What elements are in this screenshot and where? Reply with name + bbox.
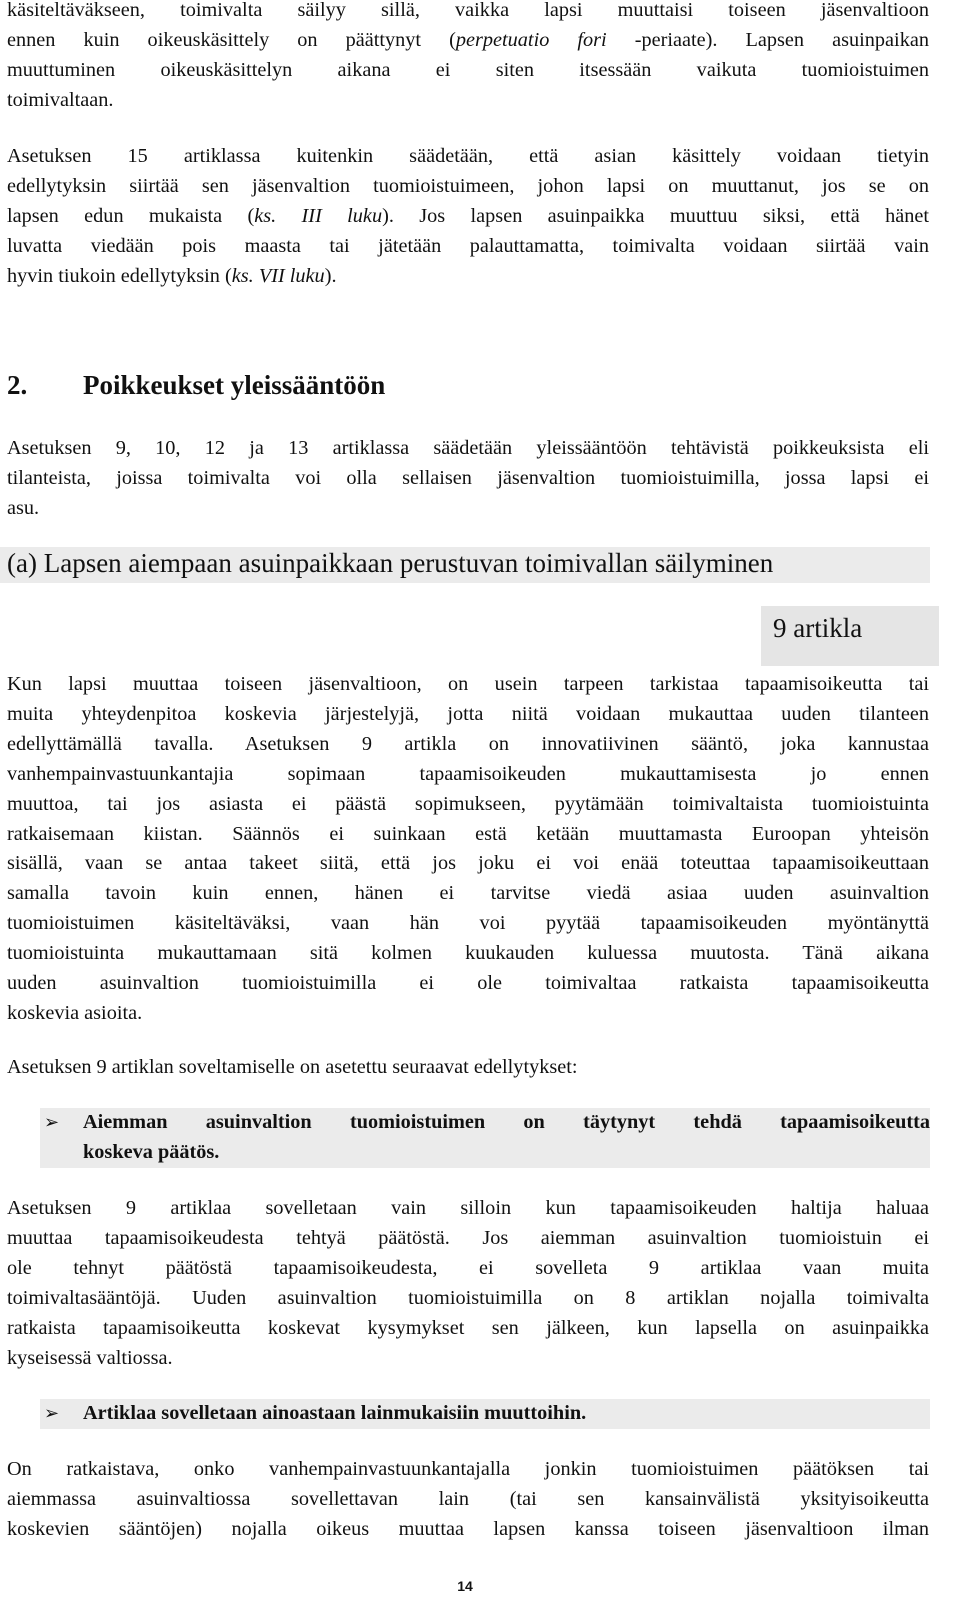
text-line: Aiemman asuinvaltion tuomioistuimen on täytynyt tehdä tapaamisoikeutta bbox=[83, 1111, 930, 1133]
article-label: 9 artikla bbox=[773, 613, 863, 643]
italic-text: ks. VII luku bbox=[231, 264, 325, 287]
text-line: tilanteista, joissa toimivalta voi olla sellaisen jäsenvaltion tuomioistuimilla, jossa lapsi ei bbox=[7, 466, 929, 489]
section-heading bbox=[7, 370, 385, 401]
text-line: hyvin tiukoin edellytyksin (ks. VII luku). bbox=[7, 264, 337, 287]
text-line: tuomioistuinta mukauttamaan sitä kolmen kuukauden kuluessa muutosta. Tänä aikana bbox=[7, 942, 929, 965]
bullet-text bbox=[83, 1108, 930, 1168]
text-line: edellytyksin siirtää sen jäsenvaltion tuomioistuimeen, johon lapsi on muuttanut, jos se on bbox=[7, 174, 929, 197]
text-line: vanhempainvastuunkantajia sopimaan tapaamisoikeuden mukauttamisesta jo ennen bbox=[7, 762, 929, 785]
text-line: tuomioistuimen käsiteltäväksi, vaan hän voi pyytää tapaamisoikeuden myöntänyttä bbox=[7, 912, 929, 935]
paragraph-article-9 bbox=[7, 670, 929, 1029]
text-line: muita yhteydenpitoa koskevia järjestelyjä, jotta niitä voidaan mukauttaa uuden tilanteen bbox=[7, 702, 929, 725]
text-line: muuttaa tapaamisoikeudesta tehtyä päätöstä. Jos aiemman asuinvaltion tuomioistuin ei bbox=[7, 1226, 929, 1249]
bullet-text bbox=[83, 1399, 930, 1429]
section-title: Poikkeukset yleissääntöön bbox=[83, 370, 386, 400]
arrow-bullet-icon: ➢ bbox=[44, 1403, 60, 1424]
paragraph-conditions-intro bbox=[7, 1053, 929, 1083]
text-line: ole tehnyt päätöstä tapaamisoikeudesta, ei sovelleta 9 artiklaa vaan muita bbox=[7, 1256, 929, 1279]
text-line: samalla tavoin kuin ennen, hänen ei tarvitse viedä asiaa uuden asuinvaltion bbox=[7, 882, 929, 905]
text-line: koskevien sääntöjen) nojalla oikeus muuttaa lapsen kanssa toiseen jäsenvaltioon ilman bbox=[7, 1517, 929, 1540]
italic-text: ks. III luku bbox=[254, 204, 383, 227]
text-line: Kun lapsi muuttaa toiseen jäsenvaltioon, on usein tarpeen tarkistaa tapaamisoikeutta tai bbox=[7, 673, 929, 695]
paragraph-article-15 bbox=[7, 142, 929, 292]
paragraph-article-9-scope bbox=[7, 1194, 929, 1373]
text-line: kyseisessä valtiossa. bbox=[7, 1346, 173, 1369]
page-number: 14 bbox=[457, 1578, 473, 1594]
text-line: ennen kuin oikeuskäsittely on päättynyt (perpetuatio fori -periaate). Lapsen asuinpaikan bbox=[7, 28, 929, 51]
subsection-title: (a) Lapsen aiempaan asuinpaikkaan perustuvan toimivallan säilyminen bbox=[7, 548, 774, 578]
italic-text: perpetuatio fori bbox=[455, 28, 607, 51]
text-line: muuttoa, tai jos asiasta ei päästä sopimukseen, pyytämään toimivaltaista tuomioistuinta bbox=[7, 792, 929, 815]
text-line: luvatta viedään pois maasta tai jätetään palauttamatta, toimivalta voidaan siirtää vain bbox=[7, 234, 929, 257]
text-line: ratkaista tapaamisoikeutta koskevat kysymykset sen jälkeen, kun lapsella on asuinpaikka bbox=[7, 1316, 929, 1339]
text-line: Asetuksen 9 artiklan soveltamiselle on asetettu seuraavat edellytykset: bbox=[7, 1056, 578, 1078]
text-line: Artiklaa sovelletaan ainoastaan lainmukaisiin muuttoihin. bbox=[83, 1402, 587, 1424]
arrow-bullet-icon: ➢ bbox=[44, 1112, 60, 1133]
text-line: On ratkaistava, onko vanhempainvastuunkantajalla jonkin tuomioistuimen päätöksen tai bbox=[7, 1458, 929, 1480]
text-line: toimivaltaan. bbox=[7, 88, 114, 111]
text-line: Asetuksen 9 artiklaa sovelletaan vain silloin kun tapaamisoikeuden haltija haluaa bbox=[7, 1197, 929, 1219]
text-line: asu. bbox=[7, 496, 40, 519]
text-line: ratkaisemaan kiistan. Säännös ei suinkaan estä ketään muuttamasta Euroopan yhteisön bbox=[7, 822, 929, 845]
text-line: uuden asuinvaltion tuomioistuimilla ei ole toimivaltaa ratkaista tapaamisoikeutta bbox=[7, 972, 929, 995]
text-line: koskevia asioita. bbox=[7, 1001, 143, 1024]
text-line: lapsen edun mukaista (ks. III luku). Jos lapsen asuinpaikka muuttuu siksi, että hänet bbox=[7, 204, 929, 227]
section-number: 2. bbox=[7, 370, 28, 400]
paragraph-perpetuatio-fori bbox=[7, 0, 929, 116]
text-line: käsiteltäväkseen, toimivalta säilyy sillä, vaikka lapsi muuttaisi toiseen jäsenvaltioon bbox=[7, 0, 929, 21]
text-line: Asetuksen 15 artiklassa kuitenkin säädetään, että asian käsittely voidaan tietyin bbox=[7, 145, 929, 167]
bullet-condition-1 bbox=[40, 1108, 930, 1168]
text-line: muuttuminen oikeuskäsittelyn aikana ei siten itsessään vaikuta tuomioistuimen bbox=[7, 58, 929, 81]
text-line: sisällä, vaan se antaa takeet siitä, että jos joku ei voi enää toteuttaa tapaamisoikeuttaan bbox=[7, 852, 929, 875]
text-line: edellyttämällä tavalla. Asetuksen 9 artikla on innovatiivinen sääntö, joka kannustaa bbox=[7, 732, 929, 755]
paragraph-exceptions-intro bbox=[7, 434, 929, 524]
article-label-box bbox=[761, 606, 939, 666]
subsection-heading bbox=[0, 547, 930, 583]
text-line: Asetuksen 9, 10, 12 ja 13 artiklassa säädetään yleissääntöön tehtävistä poikkeuksista eli bbox=[7, 437, 929, 459]
text-line: koskeva päätös. bbox=[83, 1140, 220, 1163]
text-line: aiemmassa asuinvaltiossa sovellettavan lain (tai sen kansainvälistä yksityisoikeutta bbox=[7, 1487, 929, 1510]
paragraph-lawful-move bbox=[7, 1455, 929, 1545]
bullet-condition-2 bbox=[40, 1399, 930, 1429]
text-line: toimivaltasääntöjä. Uuden asuinvaltion tuomioistuimilla on 8 artiklan nojalla toimivalta bbox=[7, 1286, 929, 1309]
